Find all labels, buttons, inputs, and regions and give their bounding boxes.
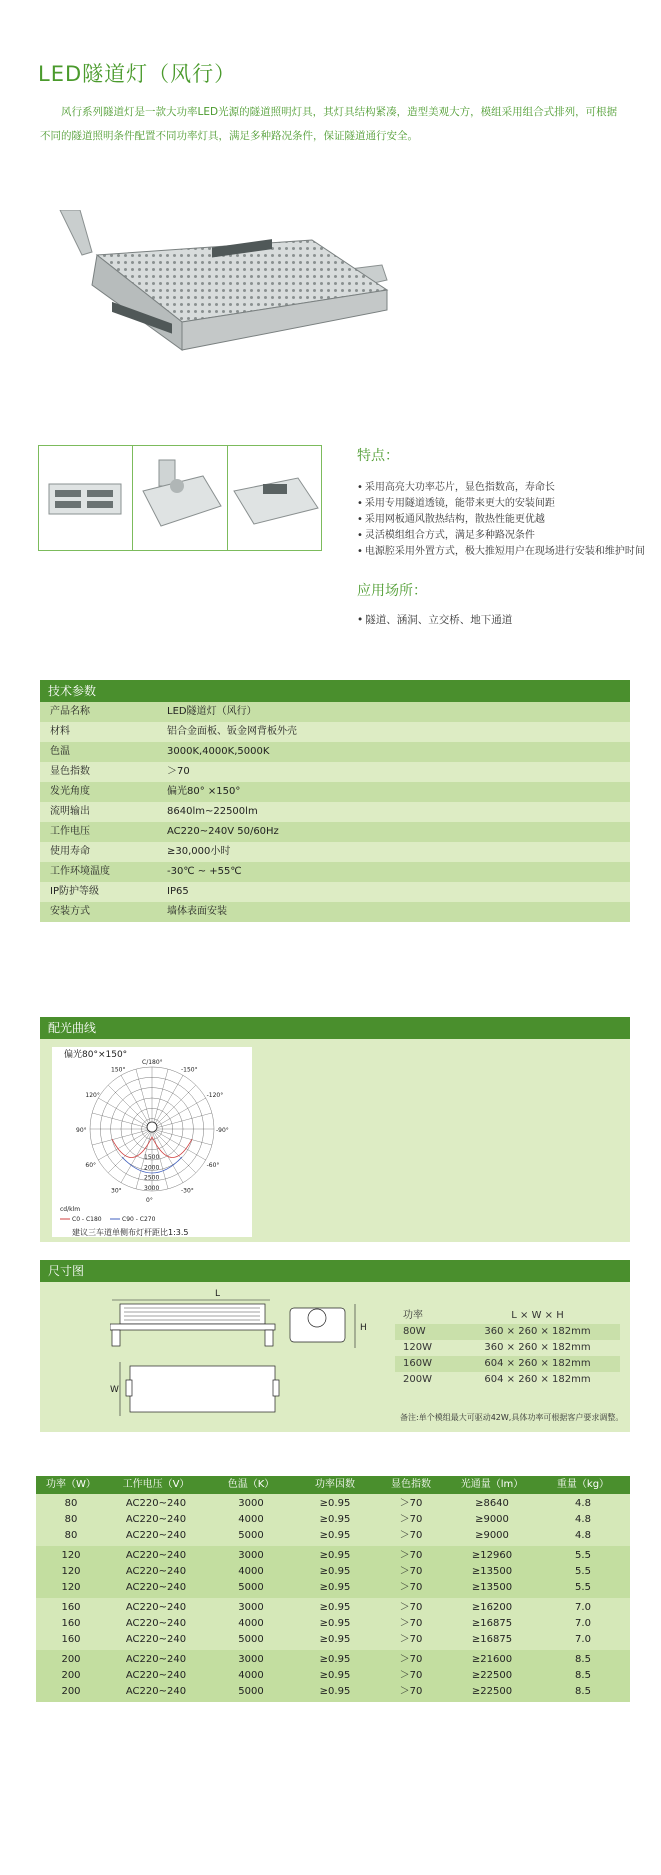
model-row: [36, 1684, 630, 1700]
spec-row: [40, 722, 630, 742]
model-row: [36, 1580, 630, 1596]
model-cell: ＞70: [399, 1618, 423, 1629]
model-row: [36, 1496, 630, 1512]
model-cell: AC220~240: [125, 1530, 187, 1541]
model-cell: AC220~240: [125, 1654, 187, 1665]
dims-note: 备注:单个模组最大可驱动42W,具体功率可根据客户要求调整。: [400, 1413, 624, 1422]
model-cell: AC220~240: [125, 1582, 187, 1593]
polar-center: [147, 1122, 157, 1132]
curve-unit: cd/klm: [60, 1206, 81, 1213]
model-cell: 200: [61, 1654, 81, 1665]
spec-value: 铝合金面板、钣金网背板外壳: [167, 726, 297, 737]
model-cell: ≥0.95: [319, 1514, 351, 1525]
dims-row: [395, 1324, 620, 1340]
thumbnail-back[interactable]: [228, 446, 321, 550]
model-cell: ≥0.95: [319, 1582, 351, 1593]
model-cell: 4000: [238, 1566, 264, 1577]
model-cell: 160: [61, 1618, 81, 1629]
features-list: [357, 480, 657, 560]
model-cell: 3000: [238, 1602, 264, 1613]
model-cell: 8.5: [575, 1686, 591, 1697]
model-cell: 160: [61, 1634, 81, 1645]
model-cell: ＞70: [399, 1686, 423, 1697]
model-cell: ≥0.95: [319, 1670, 351, 1681]
model-cell: ≥0.95: [319, 1602, 351, 1613]
model-cell: ≥0.95: [319, 1618, 351, 1629]
thumbnail-side[interactable]: [133, 446, 227, 550]
model-cell: 3000: [238, 1498, 264, 1509]
model-cell: 80: [64, 1530, 78, 1541]
polar-angle-label: 0°: [146, 1197, 153, 1204]
spec-row: [40, 842, 630, 862]
spec-row: [40, 802, 630, 822]
feature-item: • 采用专用隧道透镜，能带来更大的安装间距: [357, 496, 657, 512]
dims-size: 360 × 260 × 182mm: [484, 1342, 591, 1353]
model-cell: 160: [61, 1602, 81, 1613]
spec-row: [40, 902, 630, 922]
model-cell: ≥12960: [471, 1550, 513, 1561]
model-cell: 5000: [238, 1634, 264, 1645]
spec-key: 产品名称: [50, 706, 90, 717]
dims-power: 120W: [403, 1342, 432, 1353]
model-header-cell: 重量（kg）: [556, 1479, 610, 1490]
spec-key: 发光角度: [50, 786, 90, 797]
model-cell: ≥16200: [471, 1602, 513, 1613]
dims-power: 200W: [403, 1374, 432, 1385]
model-cell: ≥13500: [471, 1566, 513, 1577]
model-cell: 5000: [238, 1582, 264, 1593]
model-row: [36, 1548, 630, 1564]
model-cell: ≥13500: [471, 1582, 513, 1593]
model-cell: AC220~240: [125, 1498, 187, 1509]
model-cell: ＞70: [399, 1654, 423, 1665]
features-heading: 特点：: [357, 448, 399, 464]
model-cell: ≥0.95: [319, 1498, 351, 1509]
spec-title: 技术参数: [40, 680, 630, 702]
model-cell: 80: [64, 1498, 78, 1509]
model-cell: ≥22500: [471, 1670, 513, 1681]
model-cell: ≥9000: [475, 1514, 509, 1525]
model-cell: 4000: [238, 1514, 264, 1525]
model-table-header: [36, 1476, 630, 1494]
model-cell: AC220~240: [125, 1602, 187, 1613]
spec-key: 使用寿命: [50, 846, 90, 857]
spec-value: 3000K,4000K,5000K: [167, 746, 270, 757]
feature-item: • 灵活模组组合方式，满足多种路况条件: [357, 528, 657, 544]
spec-key: 色温: [50, 746, 70, 757]
model-cell: 120: [61, 1566, 81, 1577]
model-cell: ≥8640: [475, 1498, 509, 1509]
model-cell: ≥0.95: [319, 1566, 351, 1577]
model-table: [36, 1476, 630, 1702]
model-cell: 5.5: [575, 1550, 591, 1561]
curve-title: 配光曲线: [40, 1017, 630, 1039]
model-cell: AC220~240: [125, 1686, 187, 1697]
spec-key: 材料: [50, 726, 70, 737]
spec-key: 流明输出: [50, 806, 90, 817]
dimensions-panel: [40, 1260, 630, 1432]
model-header-cell: 工作电压（V）: [122, 1479, 190, 1490]
model-row: [36, 1652, 630, 1668]
model-cell: 5.5: [575, 1582, 591, 1593]
dimensions-table: [395, 1308, 620, 1388]
dims-power: 80W: [403, 1326, 426, 1337]
spec-row: [40, 782, 630, 802]
polar-angle-label: 120°: [85, 1092, 100, 1099]
model-cell: ≥0.95: [319, 1550, 351, 1561]
feature-item: • 采用网板通风散热结构，散热性能更优越: [357, 512, 657, 528]
model-cell: AC220~240: [125, 1550, 187, 1561]
polar-angle-label: 150°: [111, 1066, 126, 1074]
light-curve-panel: [40, 1017, 630, 1242]
model-cell: ＞70: [399, 1530, 423, 1541]
model-cell: 4.8: [575, 1530, 591, 1541]
polar-angle-label: -60°: [206, 1162, 220, 1169]
model-cell: 5000: [238, 1686, 264, 1697]
model-cell: 4000: [238, 1670, 264, 1681]
model-cell: ＞70: [399, 1514, 423, 1525]
dims-row: [395, 1340, 620, 1356]
model-cell: ≥0.95: [319, 1686, 351, 1697]
polar-ring-label: 2500: [144, 1174, 160, 1182]
polar-ring-label: 2000: [144, 1164, 160, 1172]
spec-value: LED隧道灯（风行）: [167, 706, 257, 717]
model-row: [36, 1600, 630, 1616]
model-cell: 7.0: [575, 1634, 591, 1645]
model-cell: 3000: [238, 1550, 264, 1561]
spec-row: [40, 822, 630, 842]
dims-header: 功率 L × W × H: [403, 1310, 564, 1321]
model-cell: 5.5: [575, 1566, 591, 1577]
product-image: [52, 210, 392, 360]
spec-value: AC220~240V 50/60Hz: [167, 826, 279, 837]
polar-angle-label: -150°: [181, 1066, 198, 1074]
spec-key: 显色指数: [50, 766, 90, 777]
feature-item: • 采用高亮大功率芯片，显色指数高，寿命长: [357, 480, 657, 496]
model-cell: ＞70: [399, 1634, 423, 1645]
model-cell: ＞70: [399, 1582, 423, 1593]
model-row: [36, 1528, 630, 1544]
model-group: [36, 1598, 630, 1650]
dims-size: 604 × 260 × 182mm: [484, 1358, 591, 1369]
model-cell: 4.8: [575, 1514, 591, 1525]
model-cell: ＞70: [399, 1670, 423, 1681]
dims-size: 604 × 260 × 182mm: [484, 1374, 591, 1385]
spec-value: -30℃ ~ +55℃: [167, 866, 242, 877]
dims-title: 尺寸图: [40, 1260, 630, 1282]
legend-c0: C0 - C180: [72, 1216, 102, 1223]
model-header-cell: 色温（K）: [227, 1479, 275, 1490]
applications-text: • 隧道、涵洞、立交桥、地下通道: [357, 612, 512, 627]
spec-key: IP防护等级: [50, 886, 99, 897]
model-cell: 7.0: [575, 1602, 591, 1613]
legend-c90: C90 - C270: [122, 1216, 156, 1223]
model-cell: 8.5: [575, 1654, 591, 1665]
model-cell: ＞70: [399, 1550, 423, 1561]
model-header-cell: 功率（W）: [46, 1479, 96, 1490]
page-title: LED隧道灯（风行）: [38, 62, 237, 86]
model-cell: 3000: [238, 1654, 264, 1665]
spec-row: [40, 742, 630, 762]
model-header-cell: 功率因数: [315, 1479, 355, 1490]
spec-value: ＞70: [167, 766, 190, 777]
spec-table: [40, 680, 630, 922]
model-group: [36, 1650, 630, 1702]
polar-angle-label: -90°: [216, 1127, 229, 1134]
model-cell: ≥16875: [471, 1618, 513, 1629]
model-cell: AC220~240: [125, 1566, 187, 1577]
dims-row: [395, 1356, 620, 1372]
model-cell: 120: [61, 1550, 81, 1561]
spec-value: 8640lm~22500lm: [167, 806, 258, 817]
model-cell: ≥22500: [471, 1686, 513, 1697]
curve-beam-label: 偏光80°×150°: [64, 1050, 128, 1060]
spec-value: IP65: [167, 886, 189, 897]
polar-ring-label: 3000: [144, 1185, 160, 1192]
spec-row: [40, 882, 630, 902]
polar-angle-label: -120°: [206, 1092, 224, 1099]
model-cell: ＞70: [399, 1602, 423, 1613]
model-cell: 80: [64, 1514, 78, 1525]
feature-item: • 电源腔采用外置方式，极大推短用户在现场进行安装和维护时间: [357, 544, 657, 560]
model-cell: AC220~240: [125, 1618, 187, 1629]
model-cell: ＞70: [399, 1498, 423, 1509]
model-cell: 120: [61, 1582, 81, 1593]
model-row: [36, 1632, 630, 1648]
model-cell: ≥0.95: [319, 1654, 351, 1665]
model-cell: ≥0.95: [319, 1530, 351, 1541]
model-cell: ≥9000: [475, 1530, 509, 1541]
model-cell: 200: [61, 1686, 81, 1697]
spec-value: 偏光80° ×150°: [167, 786, 241, 797]
model-cell: AC220~240: [125, 1634, 187, 1645]
model-header-cell: 光通量（lm）: [460, 1479, 524, 1490]
model-row: [36, 1512, 630, 1528]
dim-label-l: L: [215, 1289, 221, 1299]
dimension-drawing: [110, 1286, 390, 1426]
polar-angle-label: -30°: [181, 1187, 194, 1195]
curve-top-angle: C/180°: [142, 1059, 163, 1066]
model-group: [36, 1494, 630, 1546]
polar-angle-label: 60°: [85, 1162, 97, 1169]
spec-value: 墙体表面安装: [167, 906, 227, 917]
polar-chart: [52, 1047, 252, 1237]
polar-angle-label: 30°: [111, 1187, 122, 1195]
polar-angle-label: 90°: [76, 1127, 87, 1134]
model-cell: AC220~240: [125, 1670, 187, 1681]
model-cell: 5000: [238, 1530, 264, 1541]
model-cell: 200: [61, 1670, 81, 1681]
model-cell: 7.0: [575, 1618, 591, 1629]
curve-note: 建议三车道单侧布灯杆距比1:3.5: [72, 1228, 189, 1237]
model-cell: ≥16875: [471, 1634, 513, 1645]
model-cell: ≥0.95: [319, 1634, 351, 1645]
intro-text: 风行系列隧道灯是一款大功率LED光源的隧道照明灯具，其灯具结构紧凑，造型美观大方，模组采用组合式排列，可根据不同的隧道照明条件配置不同功率灯具，满足多种路况条件，保证隧道通行安全。: [40, 106, 618, 142]
dim-label-w: W: [110, 1385, 119, 1395]
model-cell: 4.8: [575, 1498, 591, 1509]
model-cell: 8.5: [575, 1670, 591, 1681]
polar-ring-label: 1500: [144, 1154, 160, 1161]
spec-key: 安装方式: [50, 906, 90, 917]
dim-label-h: H: [360, 1323, 367, 1333]
model-cell: AC220~240: [125, 1514, 187, 1525]
model-row: [36, 1616, 630, 1632]
spec-row: [40, 862, 630, 882]
applications-heading: 应用场所：: [357, 583, 427, 599]
model-cell: 4000: [238, 1618, 264, 1629]
spec-key: 工作电压: [50, 826, 90, 837]
thumbnail-strip: [38, 445, 322, 551]
spec-row: [40, 762, 630, 782]
thumbnail-front[interactable]: [39, 446, 133, 550]
model-cell: ≥21600: [471, 1654, 513, 1665]
model-cell: ＞70: [399, 1566, 423, 1577]
spec-key: 工作环境温度: [50, 866, 110, 877]
spec-row: [40, 702, 630, 722]
model-row: [36, 1668, 630, 1684]
spec-value: ≥30,000小时: [167, 846, 231, 857]
dims-size: 360 × 260 × 182mm: [484, 1326, 591, 1337]
dims-row: [395, 1372, 620, 1388]
dims-power: 160W: [403, 1358, 432, 1369]
model-row: [36, 1564, 630, 1580]
model-header-cell: 显色指数: [391, 1479, 431, 1490]
model-group: [36, 1546, 630, 1598]
